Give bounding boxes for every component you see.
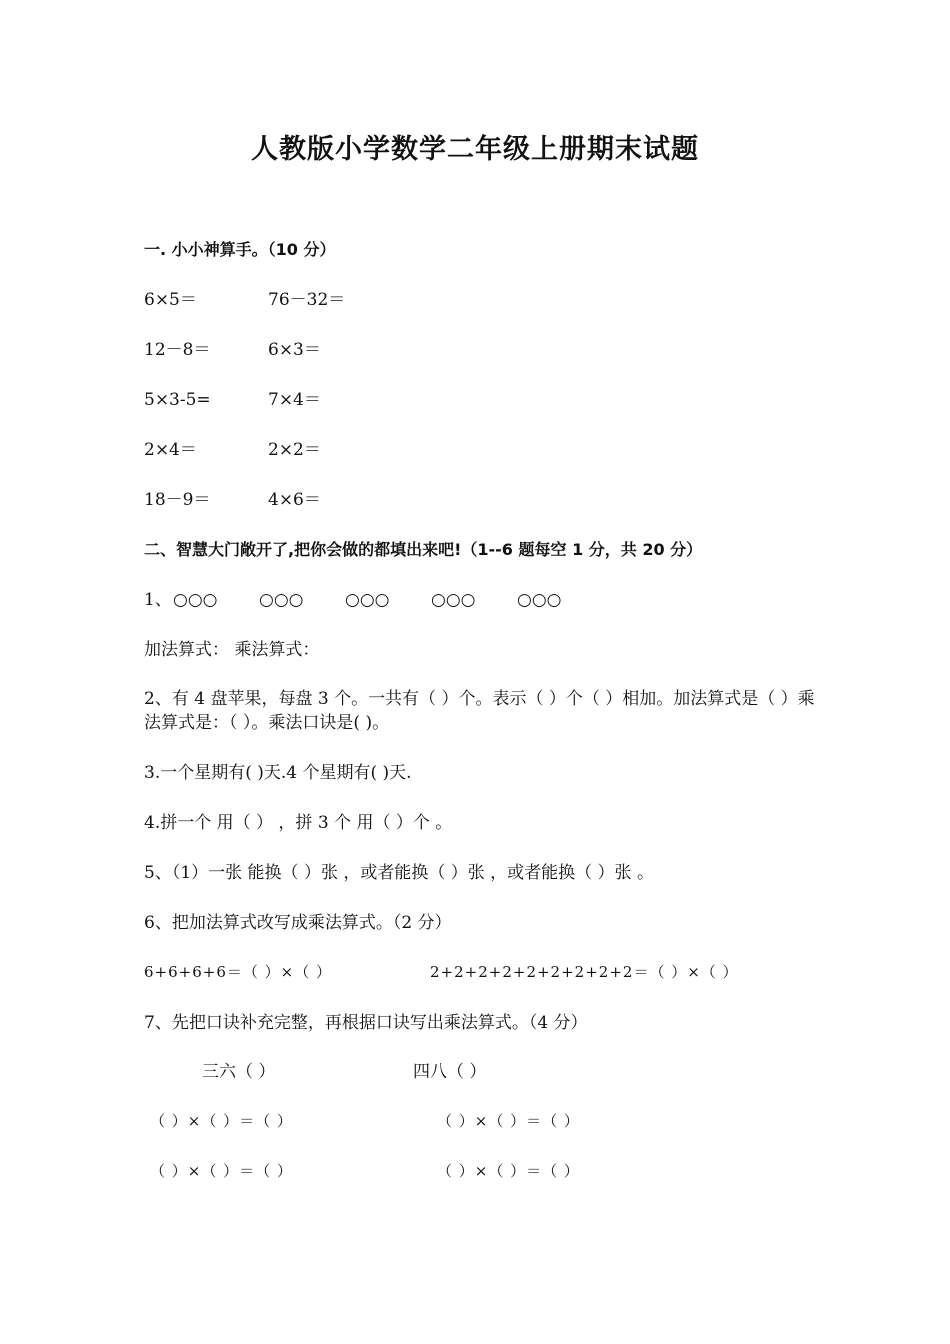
problem-5-2: 4×6＝: [268, 490, 321, 510]
page-title: 人教版小学数学二年级上册期末试题: [251, 134, 699, 165]
q3: 3.一个星期有( )天.4 个星期有( )天.: [144, 763, 412, 783]
problem-5-1: 18－9＝: [144, 490, 211, 510]
q1-formulas: 加法算式： 乘法算式：: [144, 640, 320, 660]
section1-heading: 一. 小小神算手。（10 分）: [144, 240, 336, 259]
problem-2-2: 6×3＝: [268, 340, 321, 360]
circle-group: ○○○: [517, 590, 562, 610]
circle-group: ○○○: [259, 590, 304, 610]
q7-blank-row: （ ）×（ ）＝（ ）: [150, 1112, 293, 1130]
q7-rhyme-right: 四八（ ）: [413, 1062, 487, 1082]
q7-blank-row: （ ）×（ ）＝（ ）: [150, 1162, 293, 1180]
q5: 5、（1）一张 能换（ ）张 ，或者能换（ ）张 ，或者能换（ ）张 。: [144, 863, 654, 883]
problem-3-1: 5×3-5=: [144, 390, 211, 410]
circle-group: ○○○: [173, 590, 218, 610]
problem-4-1: 2×4＝: [144, 440, 197, 460]
q6-heading: 6、把加法算式改写成乘法算式。（2 分）: [144, 913, 452, 933]
problem-3-2: 7×4＝: [268, 390, 321, 410]
circle-group: ○○○: [345, 590, 390, 610]
problem-4-2: 2×2＝: [268, 440, 321, 460]
circle-group: ○○○: [431, 590, 476, 610]
q7-heading: 7、先把口诀补充完整，再根据口诀写出乘法算式。（4 分）: [144, 1013, 588, 1033]
problem-1-2: 76－32＝: [268, 290, 346, 310]
q2-line1: 2、有 4 盘苹果，每盘 3 个。一共有（ ）个。表示（ ）个（ ）相加。加法算式是（ ）乘: [144, 689, 815, 709]
q7-rhyme-left: 三六（ ）: [202, 1062, 276, 1082]
q6-left: 6+6+6+6＝（ ）×（ ）: [144, 963, 332, 981]
q7-blank-row: （ ）×（ ）＝（ ）: [437, 1112, 580, 1130]
problem-2-1: 12－8＝: [144, 340, 211, 360]
problem-1-1: 6×5＝: [144, 290, 197, 310]
q2-line2: 法算式是：（ ）。乘法口诀是( )。: [144, 713, 390, 733]
section2-heading: 二、智慧大门敞开了,把你会做的都填出来吧!（1--6 题每空 1 分，共 20 分）: [144, 540, 703, 559]
q6-right: 2+2+2+2+2+2+2+2+2＝（ ）×（ ）: [430, 963, 739, 981]
q1-prefix: 1、: [144, 590, 172, 610]
q7-blank-row: （ ）×（ ）＝（ ）: [437, 1162, 580, 1180]
q4: 4.拼一个 用（ ） ，拼 3 个 用（ ）个 。: [144, 813, 453, 833]
